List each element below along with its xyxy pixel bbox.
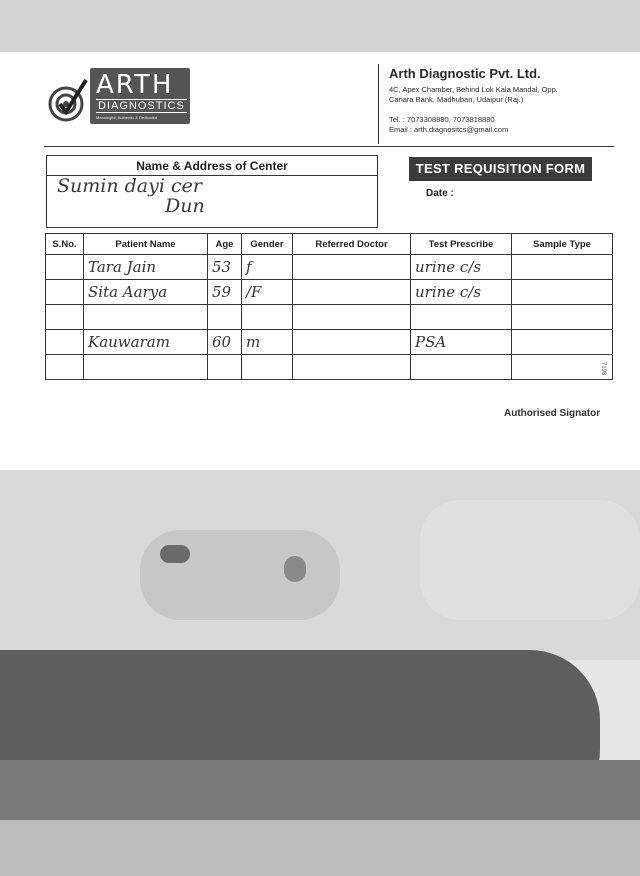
- cell-test-prescribe: PSA: [411, 330, 512, 355]
- header-divider: [378, 64, 379, 144]
- cell-sno: [46, 255, 84, 280]
- scan-fold-shadow: [0, 760, 640, 820]
- cell-sno: [46, 355, 84, 380]
- company-name: Arth Diagnostic Pvt. Ltd.: [389, 66, 541, 81]
- scan-smudge: [160, 545, 190, 563]
- cell-sno: [46, 280, 84, 305]
- cell-gender: f: [242, 255, 293, 280]
- cell-sample-type: [512, 280, 613, 305]
- requisition-table: [45, 233, 613, 380]
- col-sno: S.No.: [46, 234, 84, 255]
- scan-smudge: [284, 556, 306, 582]
- col-sample-type: Sample Type: [512, 234, 613, 255]
- scan-shade: [140, 530, 340, 620]
- cell-test-prescribe: urine c/s: [411, 255, 512, 280]
- company-address: 4C, Apex Chamber, Behind Lok Kala Mandal, Opp. Canara Bank, Madhuban, Udaipur (Raj.): [389, 85, 558, 104]
- form-title: TEST REQUISITION FORM: [409, 157, 592, 181]
- center-handwriting-line: Sumin dayi cer: [57, 175, 202, 197]
- cell-gender: m: [242, 330, 293, 355]
- cell-sample-type: [512, 255, 613, 280]
- logo-wordmark: ARTH: [96, 70, 174, 100]
- col-referred-doctor: Referred Doctor: [293, 234, 411, 255]
- side-serial-number: 7198: [600, 362, 606, 376]
- cell-referred-doctor: [293, 255, 411, 280]
- col-gender: Gender: [242, 234, 293, 255]
- cell-patient-name: Tara Jain: [84, 255, 208, 280]
- table-row: [46, 280, 613, 305]
- cell-referred-doctor: [293, 355, 411, 380]
- cell-age: [208, 355, 242, 380]
- company-phone: Tel. : 7073308880, 7073818880: [389, 115, 495, 124]
- date-label: Date :: [426, 188, 454, 199]
- cell-test-prescribe: urine c/s: [411, 280, 512, 305]
- cell-gender: /F: [242, 280, 293, 305]
- cell-patient-name: [84, 355, 208, 380]
- scan-top-strip: [0, 0, 640, 52]
- scan-bottom-strip: [0, 820, 640, 876]
- cell-sample-type: [512, 305, 613, 330]
- header-rule: [44, 146, 614, 147]
- cell-sno: [46, 305, 84, 330]
- cell-test-prescribe: [411, 305, 512, 330]
- cell-gender: [242, 355, 293, 380]
- cell-sno: [46, 330, 84, 355]
- cell-age: 53: [208, 255, 242, 280]
- cell-referred-doctor: [293, 330, 411, 355]
- center-title: Name & Address of Center: [47, 156, 377, 176]
- table-row: [46, 330, 613, 355]
- center-address-box: [46, 155, 378, 228]
- scan-shade: [420, 500, 640, 620]
- cell-age: 60: [208, 330, 242, 355]
- cell-sample-type: [512, 330, 613, 355]
- table-header-row: [46, 234, 613, 255]
- cell-age: [208, 305, 242, 330]
- cell-test-prescribe: [411, 355, 512, 380]
- col-age: Age: [208, 234, 242, 255]
- cell-age: 59: [208, 280, 242, 305]
- table-row: [46, 305, 613, 330]
- cell-gender: [242, 305, 293, 330]
- arth-logo: [46, 66, 196, 128]
- cell-patient-name: Kauwaram: [84, 330, 208, 355]
- company-email: Email : arth.diagnositcs@gmail.com: [389, 125, 509, 134]
- authorised-signatory-label: Authorised Signator: [504, 408, 601, 419]
- cell-sample-type: [512, 355, 613, 380]
- center-handwriting-line: Dun: [165, 195, 205, 217]
- target-check-icon: [46, 76, 92, 126]
- table-row: [46, 355, 613, 380]
- center-handwriting: [57, 176, 205, 216]
- cell-referred-doctor: [293, 305, 411, 330]
- col-patient-name: Patient Name: [84, 234, 208, 255]
- cell-patient-name: [84, 305, 208, 330]
- cell-referred-doctor: [293, 280, 411, 305]
- table-row: [46, 255, 613, 280]
- logo-tagline: Meaningful, Authentic & Dedicated: [96, 115, 158, 120]
- logo-subword: DIAGNOSTICS: [98, 100, 185, 112]
- col-test-prescribe: Test Prescribe: [411, 234, 512, 255]
- cell-patient-name: Sita Aarya: [84, 280, 208, 305]
